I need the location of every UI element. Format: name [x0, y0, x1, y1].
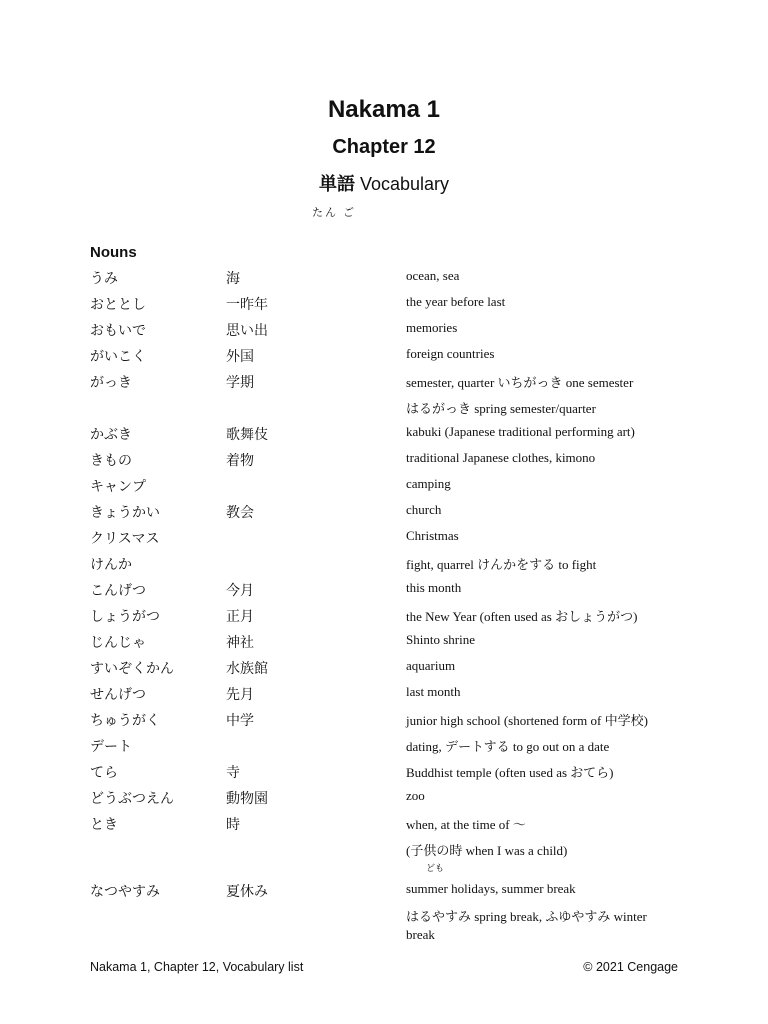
vocab-english: last month — [406, 684, 461, 699]
vocab-row — [0, 762, 768, 788]
vocab-row — [0, 814, 768, 840]
vocab-kana: こんげつ — [90, 582, 146, 598]
vocab-english: break — [406, 927, 435, 942]
vocab-kana: じんじゃ — [90, 634, 146, 650]
vocab-english: はるやすみ spring break, ふゆやすみ winter — [406, 909, 647, 924]
vocab-row — [0, 736, 768, 762]
page-title: Nakama 1 — [327, 96, 441, 123]
vocab-row — [0, 320, 768, 346]
vocab-kanji: 夏休み — [226, 883, 268, 899]
vocab-kanji: 動物園 — [226, 790, 268, 806]
vocab-row — [0, 684, 768, 710]
vocab-english: the New Year (often used as おしょうがつ) — [406, 609, 638, 624]
vocab-english: this month — [406, 580, 462, 595]
vocab-kanji: 神社 — [226, 634, 254, 650]
vocab-row — [0, 881, 768, 907]
vocab-row — [0, 424, 768, 450]
footer-copyright: © 2021 Cengage — [583, 960, 678, 974]
vocab-row — [0, 606, 768, 632]
chapter-heading: Chapter 12 — [332, 136, 436, 158]
vocab-row — [0, 268, 768, 294]
vocab-english: aquarium — [406, 658, 456, 673]
vocab-english: foreign countries — [406, 346, 495, 361]
vocab-row — [0, 658, 768, 684]
vocab-row — [0, 372, 768, 398]
vocab-english: church — [406, 502, 442, 517]
vocab-english: Shinto shrine — [406, 632, 475, 647]
vocab-kana: デート — [90, 738, 132, 754]
vocab-kanji: 寺 — [226, 764, 240, 780]
vocab-english: dating, デートする to go out on a date — [406, 739, 610, 754]
vocab-kanji: 時 — [226, 816, 240, 832]
vocab-kana: おもいで — [90, 322, 146, 338]
vocab-kana: しょうがつ — [90, 608, 160, 624]
vocab-kana: せんげつ — [90, 686, 146, 702]
vocab-row — [0, 632, 768, 658]
vocab-kana: クリスマス — [90, 530, 160, 546]
vocab-english: traditional Japanese clothes, kimono — [406, 450, 596, 465]
vocab-kana: どうぶつえん — [90, 790, 174, 806]
vocabulary-heading — [0, 170, 768, 196]
vocab-kanji: 外国 — [226, 348, 254, 364]
vocab-row — [0, 398, 768, 424]
vocab-kana: けんか — [90, 556, 132, 572]
vocab-english: junior high school (shortened form of 中学校) — [406, 713, 648, 728]
vocab-row — [0, 528, 768, 554]
vocab-kana: すいぞくかん — [90, 660, 174, 676]
vocab-kanji: 思い出 — [226, 322, 268, 338]
vocab-row — [0, 788, 768, 814]
vocab-english: kabuki (Japanese traditional performing art) — [406, 424, 635, 439]
vocab-kana: なつやすみ — [90, 883, 160, 899]
vocab-kanji: 水族館 — [226, 660, 268, 676]
vocab-row — [0, 927, 768, 953]
vocab-kana: うみ — [90, 270, 118, 286]
vocab-english: Christmas — [406, 528, 459, 543]
vocab-english: はるがっき spring semester/quarter — [406, 401, 596, 416]
vocab-kanji: 教会 — [226, 504, 254, 520]
section-heading-nouns: Nouns — [90, 244, 137, 261]
vocab-kana: てら — [90, 764, 118, 780]
vocabulary-reading: たん ご — [312, 207, 357, 219]
vocab-kana: きもの — [90, 452, 132, 468]
vocab-kana: がいこく — [90, 348, 146, 364]
vocab-kanji: 正月 — [226, 608, 254, 624]
vocab-row — [0, 554, 768, 580]
vocabulary-kanji: 単語 — [318, 174, 355, 194]
vocab-row — [0, 450, 768, 476]
vocab-row — [0, 710, 768, 736]
vocab-kana: きょうかい — [90, 504, 160, 520]
vocab-kana: かぶき — [90, 426, 132, 442]
vocab-kana: とき — [90, 816, 118, 832]
vocab-kanji: 先月 — [226, 686, 254, 702]
vocab-kanji: 中学 — [226, 712, 254, 728]
vocab-kanji: 今月 — [226, 582, 254, 598]
vocab-english: ocean, sea — [406, 268, 460, 283]
vocab-english: camping — [406, 476, 451, 491]
vocab-english: (子供の時 when I was a child) — [406, 843, 568, 858]
vocab-row — [0, 346, 768, 372]
furigana-kodomo: ども — [426, 863, 445, 873]
vocabulary-label: Vocabulary — [359, 174, 450, 194]
vocab-english: fight, quarrel けんかをする to fight — [406, 557, 597, 572]
vocab-kana: キャンプ — [90, 478, 146, 494]
vocab-english: when, at the time of 〜 — [406, 817, 526, 832]
vocab-row — [0, 476, 768, 502]
vocab-kanji: 学期 — [226, 374, 254, 390]
vocab-row — [0, 840, 768, 866]
vocab-english: memories — [406, 320, 458, 335]
vocab-kana: ちゅうがく — [90, 712, 160, 728]
vocab-english: zoo — [406, 788, 425, 803]
footer-title: Nakama 1, Chapter 12, Vocabulary list — [90, 960, 304, 974]
vocab-english: the year before last — [406, 294, 506, 309]
vocab-kana: がっき — [90, 374, 132, 390]
vocab-english: Buddhist temple (often used as おてら) — [406, 765, 614, 780]
vocab-kanji: 海 — [226, 270, 240, 286]
vocab-english: semester, quarter いちがっき one semester — [406, 375, 634, 390]
vocab-english: summer holidays, summer break — [406, 881, 576, 896]
vocab-kana: おととし — [90, 296, 146, 312]
vocab-row — [0, 502, 768, 528]
vocab-kanji: 一昨年 — [226, 296, 268, 312]
vocab-row — [0, 294, 768, 320]
vocab-kanji: 歌舞伎 — [226, 426, 268, 442]
vocab-row — [0, 580, 768, 606]
vocab-kanji: 着物 — [226, 452, 254, 468]
